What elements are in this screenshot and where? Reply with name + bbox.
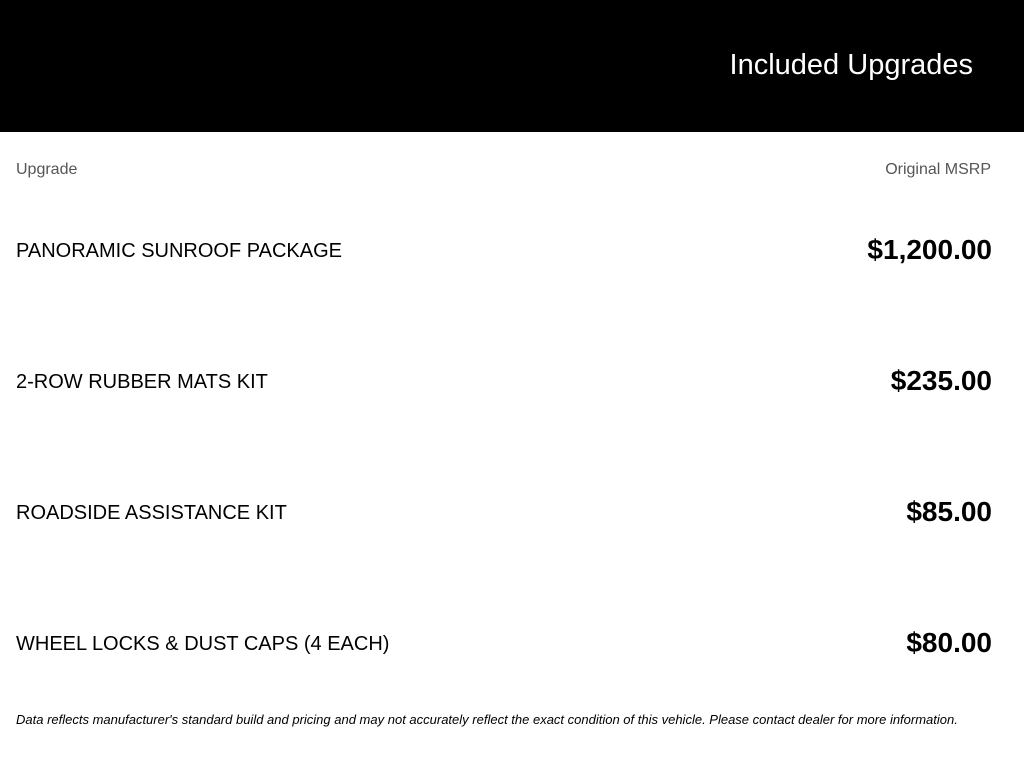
header-banner bbox=[0, 0, 1024, 132]
upgrade-row bbox=[16, 493, 992, 533]
upgrade-price: $1,200.00 bbox=[867, 234, 992, 265]
upgrade-name: 2-ROW RUBBER MATS KIT bbox=[16, 371, 268, 393]
upgrade-row bbox=[16, 362, 992, 402]
column-header-upgrade: Upgrade bbox=[16, 161, 78, 178]
column-header-msrp: Original MSRP bbox=[885, 161, 991, 178]
upgrade-row bbox=[16, 624, 992, 664]
upgrade-name: ROADSIDE ASSISTANCE KIT bbox=[16, 502, 287, 524]
upgrade-price: $235.00 bbox=[890, 365, 992, 396]
upgrade-name: WHEEL LOCKS & DUST CAPS (4 EACH) bbox=[16, 633, 390, 655]
upgrade-row bbox=[16, 231, 992, 271]
upgrade-name: PANORAMIC SUNROOF PACKAGE bbox=[16, 240, 342, 262]
page-title: Included Upgrades bbox=[729, 49, 973, 81]
upgrade-price: $80.00 bbox=[906, 627, 992, 658]
upgrade-price: $85.00 bbox=[906, 496, 992, 527]
disclaimer-text: Data reflects manufacturer's standard build and pricing and may not accurately reflect the exact condition of this vehicle. Please contact dealer for more information. bbox=[16, 712, 958, 727]
